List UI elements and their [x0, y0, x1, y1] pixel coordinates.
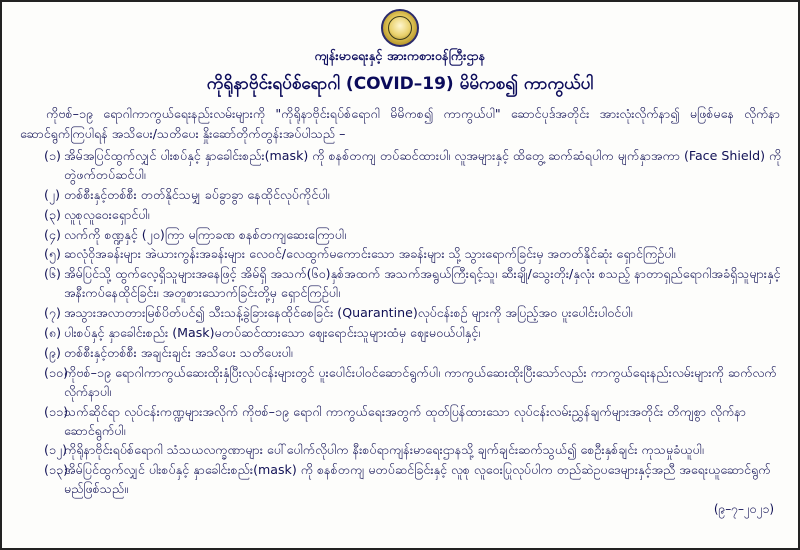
list-item-text: အသွားအလာတားမြစ်ပိတ်ပင်၍ သီးသန့်ခွဲခြားနေထိုင်စေခြင်း (Quarantine)လုပ်ငန်းစဉ် များကို အပြည့်အဝ ပူးပေါင်းပါဝင်ပါ၊	[64, 305, 633, 321]
emblem-row	[18, 10, 782, 46]
list-item-number: (၂)	[44, 186, 61, 202]
list-item-number: (၇)	[44, 305, 61, 321]
list-item	[18, 206, 782, 225]
list-item	[18, 441, 782, 460]
list-item-number: (၁၂)	[44, 442, 68, 458]
page-title: ကိုရိုနာဗိုင်းရပ်စ်ရောဂါ (COVID–19) မိမိကစ၍ ကာကွယ်ပါ	[206, 74, 594, 94]
list-item	[18, 461, 782, 499]
list-item-number: (၁၀)	[44, 364, 68, 380]
list-item	[18, 186, 782, 205]
guideline-list	[18, 147, 782, 499]
list-item-text: သက်ဆိုင်ရာ လုပ်ငန်းကဏ္ဍများအလိုက် ကိုဗစ်–၁၉ ရောဂါ ကာကွယ်ရေးအတွက် ထုတ်ပြန်ထားသော လုပ်ငန်းလမ်းညွှန်ချက်များအတိုင်း တိကျစွာ လိုက်နာဆောင်ရွက်ပါ၊	[64, 403, 746, 438]
list-item-text: အိမ်ပြင်သို့ ထွက်လေ့ရှိသူများအနေဖြင့် အိမ်ရှိ အသက်(၆၀)နှစ်အထက် အသက်အရွယ်ကြီးရင့်သူ၊ ဆီးချို/သွေးတိုး/နှလုံး စသည့် နာတာရှည်ရောဂါအခံရှိသူများနှင့် အနီးကပ်နေထိုင်ခြင်း၊ အတူစားသောက်ခြင်းတို့မှ ရှောင်ကြဉ်ပါ၊	[64, 266, 781, 301]
list-item-number: (၄)	[44, 226, 61, 242]
list-item	[18, 324, 782, 343]
list-item-text: လူစုလူဝေးရှောင်ပါ၊	[64, 206, 150, 222]
ministry-name: ကျန်းမာရေးနှင့် အားကစားဝန်ကြီးဌာန	[314, 48, 486, 63]
list-item	[18, 265, 782, 303]
list-item-text: ကိုရိုနာဗိုင်းရပ်စ်ရောဂါ သံသယလက္ခဏာများ ပေါ်ပေါက်လိုပါက နီးစပ်ရာကျန်းမာရေးဌာနသို့ ချက်ချင်းဆက်သွယ်၍ စေဦးနှစ်ချင်း ကုသမှုခံယူပါ၊	[64, 442, 704, 458]
list-item	[18, 403, 782, 441]
list-item	[18, 344, 782, 363]
list-item-text: ကိုဗစ်–၁၉ ရောဂါကာကွယ်ဆေးထိုးနှံပြီးလုပ်ငန်းများတွင် ပူးပေါင်းပါဝင်ဆောင်ရွက်ပါ၊ ကာကွယ်ဆေးထိုးပြီးသော်လည်း ကာကွယ်ရေးနည်းလမ်းများကို ဆက်လက်လိုက်နာပါ၊	[64, 364, 777, 399]
list-item-number: (၃)	[44, 206, 61, 222]
list-item-number: (၆)	[44, 266, 61, 282]
list-item-text: ဆလုံဝိုအခန်းများ အဲယားကွန်းအခန်းများ လေဝင်/လေထွက်မကောင်းသော အခန်းများ သို့ သွားရောက်ခြင်းမှ အတတ်နိုင်ဆုံး ရှောင်ကြဉ်ပါ၊	[64, 246, 676, 262]
intro-text: ကိုဗစ်–၁၉ ရောဂါကာကွယ်ရေးနည်းလမ်းများကို "ကိုရိုနာဗိုင်းရပ်စ်ရောဂါ မိမိကစ၍ ကာကွယ်ပါ" ဆောင်ပုဒ်အတိုင်း အားလုံးလိုက်နာ၍ မဖြစ်မနေ လိုက်နာဆောင်ရွက်ကြပါရန် အသိပေး/သတိပေး နှိုးဆော်တိုက်တွန်းအပ်ပါသည် –	[20, 106, 780, 141]
list-item-text: တစ်စီးနှင့်တစ်စီး တတ်နိုင်သမျှ ခပ်ခွာခွာ နေထိုင်လုပ်ကိုင်ပါ၊	[64, 186, 330, 202]
list-item-text: အိမ်ပြင်ထွက်လျှင် ပါးစပ်နှင့် နှာခေါင်းစည်း(mask) ကို စနစ်တကျ မတပ်ဆင်ခြင်းနှင့် လူစု လူဝေးပြုလုပ်ပါက တည်ဆဲဥပဒေများနှင့်အညီ အရေးယူဆောင်ရွက်မည်ဖြစ်သည်။	[64, 462, 771, 497]
list-item-text: အိမ်အပြင်ထွက်လျှင် ပါးစပ်နှင့် နှာခေါင်းစည်း(mask) ကို စနစ်တကျ တပ်ဆင်ထားပါ၊ လူအများနှင့် ထိတွေ့ ဆက်ဆံရပါက မျက်နှာအကာ (Face Shield) ကို တွဲဖက်တပ်ဆင်ပါ၊	[64, 148, 782, 182]
list-item	[18, 364, 782, 402]
list-item-number: (၁၁)	[44, 403, 68, 419]
intro-paragraph	[20, 104, 780, 143]
list-item-text: တစ်စီးနှင့်တစ်စီး အချင်းချင်း အသိပေး သတိပေးပါ၊	[64, 344, 293, 360]
list-item-number: (၉)	[44, 344, 61, 360]
list-item	[18, 245, 782, 264]
list-item-text: ပါးစပ်နှင့် နှာခေါင်းစည်း (Mask)မတပ်ဆင်ထားသော ဈေးရောင်းသူများထံမှ ဈေးမဝယ်ပါနှင့်၊	[64, 325, 481, 341]
issue-date: (၉–၇–၂၀၂၁)	[713, 502, 774, 517]
list-item	[18, 304, 782, 323]
list-item-number: (၅)	[44, 246, 61, 262]
emblem-inner	[388, 16, 412, 40]
list-item	[18, 147, 782, 185]
ministry-emblem-icon	[381, 9, 419, 47]
list-item-number: (၈)	[44, 325, 62, 341]
list-item-text: လက်ကို စဏ္ဍနှင့် (၂၀)ကြာ မကြာခဏ စနစ်တကျဆေးကြောပါ၊	[64, 226, 347, 242]
list-item-number: (၁၃)	[44, 462, 68, 478]
list-item-number: (၁)	[44, 148, 61, 164]
list-item	[18, 226, 782, 245]
